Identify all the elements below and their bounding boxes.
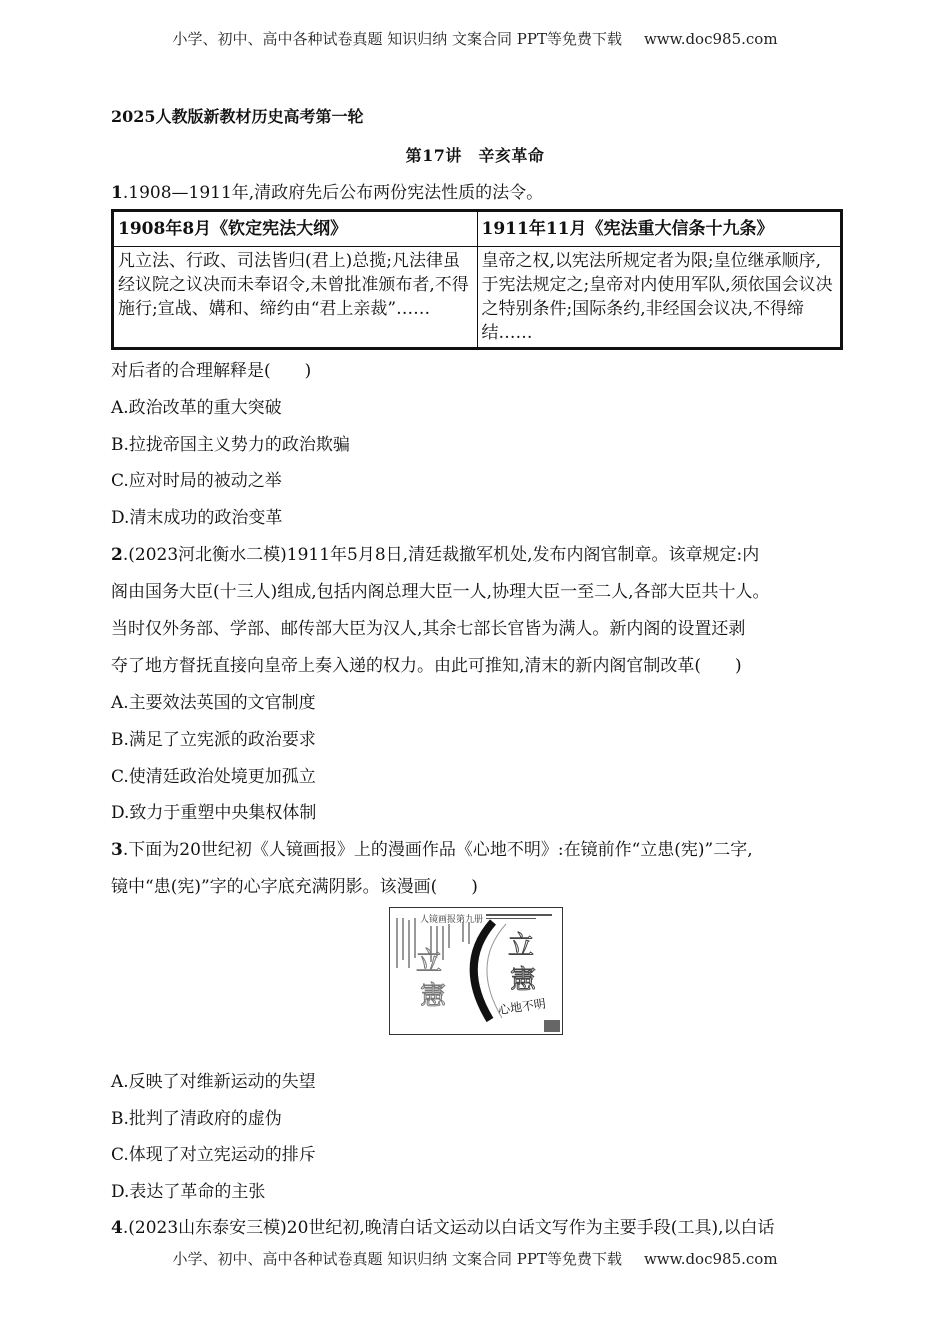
q2-number: 2 bbox=[111, 545, 123, 565]
cartoon-image bbox=[389, 907, 563, 1035]
footer-url[interactable]: www.doc985.com bbox=[643, 1250, 778, 1268]
cartoon-left-char-2: 憲 bbox=[420, 981, 447, 1011]
q2-option-d[interactable]: D.致力于重塑中央集权体制 bbox=[111, 803, 317, 823]
cartoon-right-char-2: 憲 bbox=[510, 965, 537, 995]
q1-table-header-1908: 1908年8月《钦定宪法大纲》 bbox=[113, 211, 478, 247]
q4-number: 4 bbox=[111, 1218, 123, 1238]
q2-option-a[interactable]: A.主要效法英国的文官制度 bbox=[111, 693, 316, 713]
q2-line-1-text: .(2023河北衡水二模)1911年5月8日,清廷裁撤军机处,发布内阁官制章。该章规定:内 bbox=[122, 545, 760, 565]
header-text: 小学、初中、高中各种试卷真题 知识归纳 文案合同 PPT等免费下载 bbox=[172, 30, 622, 48]
page-footer bbox=[0, 1248, 950, 1269]
q1-table bbox=[111, 209, 843, 350]
q3-option-d[interactable]: D.表达了革命的主张 bbox=[111, 1182, 266, 1202]
q2-line-2: 阁由国务大臣(十三人)组成,包括内阁总理大臣一人,协理大臣一至二人,各部大臣共十人。 bbox=[111, 582, 770, 602]
q1-stem-text: .1908—1911年,清政府先后公布两份宪法性质的法令。 bbox=[122, 183, 544, 203]
q2-option-c[interactable]: C.使清廷政治处境更加孤立 bbox=[111, 767, 316, 787]
q1-option-c[interactable]: C.应对时局的被动之举 bbox=[111, 471, 282, 491]
footer-text: 小学、初中、高中各种试卷真题 知识归纳 文案合同 PPT等免费下载 bbox=[172, 1250, 622, 1268]
q4-line-1-text: .(2023山东泰安三模)20世纪初,晚清白话文运动以白话文写作为主要手段(工具),以白话 bbox=[122, 1218, 775, 1238]
q3-number: 3 bbox=[111, 840, 123, 860]
q1-stem bbox=[111, 178, 846, 203]
q1-option-a[interactable]: A.政治改革的重大突破 bbox=[111, 398, 282, 418]
q3-line-1 bbox=[111, 835, 846, 860]
q2-option-b[interactable]: B.满足了立宪派的政治要求 bbox=[111, 730, 316, 750]
cartoon-caption: 心地不明 bbox=[497, 996, 547, 1018]
q1-option-b[interactable]: B.拉拢帝国主义势力的政治欺骗 bbox=[111, 435, 350, 455]
cartoon-drawing bbox=[390, 908, 562, 1034]
mirror-frame bbox=[474, 922, 493, 1020]
cartoon-left-char-1: 立 bbox=[416, 947, 443, 977]
q3-option-c[interactable]: C.体现了对立宪运动的排斥 bbox=[111, 1145, 316, 1165]
lecture-title: 第17讲 辛亥革命 bbox=[405, 146, 545, 165]
q1-option-d[interactable]: D.清末成功的政治变革 bbox=[111, 508, 283, 528]
q1-table-cell-1908: 凡立法、行政、司法皆归(君上)总揽;凡法律虽经议院之议决而未奉诏令,未曾批准颁布者,不得施行;宣战、媾和、缔约由“君上亲裁”…… bbox=[113, 247, 478, 349]
q3-option-a[interactable]: A.反映了对维新运动的失望 bbox=[111, 1072, 316, 1092]
course-title: 2025人教版新教材历史高考第一轮 bbox=[111, 107, 364, 126]
q1-number: 1 bbox=[111, 183, 123, 203]
cartoon-corner-shade bbox=[544, 1020, 560, 1032]
q2-line-3: 当时仅外务部、学部、邮传部大臣为汉人,其余七部长官皆为满人。新内阁的设置还剥 bbox=[111, 619, 746, 639]
cartoon-masthead: 人镜画报第九册 bbox=[420, 915, 484, 925]
q1-table-cell-1911: 皇帝之权,以宪法所规定者为限;皇位继承顺序,于宪法规定之;皇帝对内使用军队,须依国会议决之特别条件;国际条约,非经国会议决,不得缔结…… bbox=[477, 247, 842, 349]
q3-line-1-text: .下面为20世纪初《人镜画报》上的漫画作品《心地不明》:在镜前作“立患(宪)”二字, bbox=[122, 840, 753, 860]
q3-option-b[interactable]: B.批判了清政府的虚伪 bbox=[111, 1109, 282, 1129]
q4-line-1 bbox=[111, 1213, 846, 1238]
q1-table-header-1911: 1911年11月《宪法重大信条十九条》 bbox=[477, 211, 842, 247]
q3-line-2: 镜中“患(宪)”字的心字底充满阴影。该漫画( ) bbox=[111, 877, 478, 897]
q1-question: 对后者的合理解释是( ) bbox=[111, 361, 312, 381]
cartoon-right-char-1: 立 bbox=[508, 931, 535, 961]
page-header bbox=[0, 28, 950, 49]
q2-line-1 bbox=[111, 540, 846, 565]
q2-line-4: 夺了地方督抚直接向皇帝上奏入递的权力。由此可推知,清末的新内阁官制改革( ) bbox=[111, 656, 742, 676]
header-url[interactable]: www.doc985.com bbox=[643, 30, 778, 48]
